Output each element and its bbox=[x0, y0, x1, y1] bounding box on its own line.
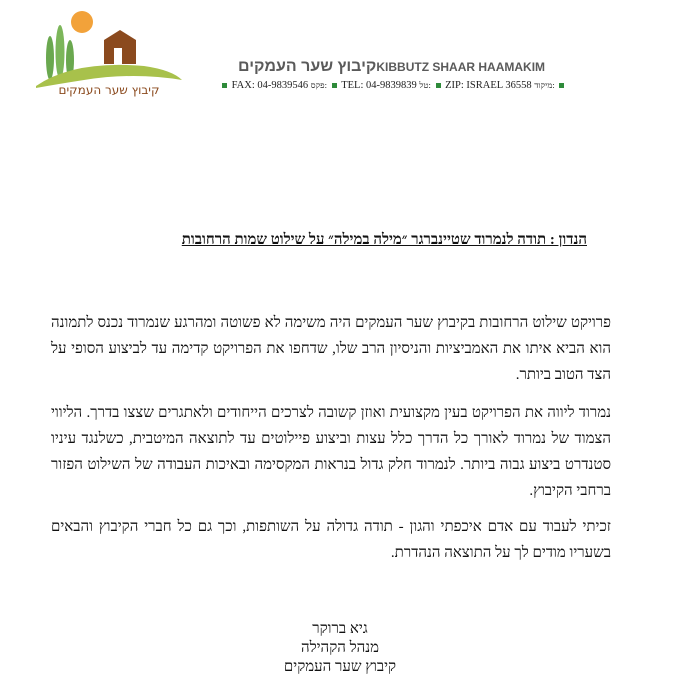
fax-value: FAX: 04-9839546 bbox=[231, 80, 309, 91]
letter-paragraph-2: נמרוד ליווה את הפרויקט בעין מקצועית ואוזן קשובה לצרכים הייחודים ולאתגרים שצצו בדרך. הליווי הצמוד של נמרוד לאורך כל הדרך כלל עצות וביצוע פיילוטים עד לתוצאה המיטבית, כשלנגד עיניו סטנדרט ביצוע גבוה ביותר. לנמרוד חלק גדול בנראות המקסימה ובאיכות העבודה של השילוט הפזור ברחבי הקיבוץ. bbox=[51, 405, 611, 499]
org-name-hebrew: קיבוץ שער העמקים bbox=[238, 58, 377, 75]
logo-text: קיבוץ שער העמקים bbox=[58, 83, 160, 97]
signature-name: גיא ברוקר bbox=[312, 621, 368, 637]
tel-label: טל: bbox=[419, 80, 431, 90]
kibbutz-logo bbox=[34, 8, 184, 100]
zip-label: מיקוד: bbox=[534, 80, 555, 90]
letter-subject: הנדון : תודה לנמרוד שטיינברגר ״מילה במילה״ על שילוט שמות הרחובות bbox=[181, 232, 587, 248]
contact-line bbox=[220, 80, 620, 94]
tree-icon bbox=[56, 25, 65, 79]
zip-value: ZIP: ISRAEL 36558 bbox=[445, 80, 532, 91]
org-name bbox=[238, 58, 578, 78]
bullet-icon bbox=[436, 83, 441, 88]
signature-title: מנהל הקהילה bbox=[300, 640, 380, 656]
bullet-icon bbox=[559, 83, 564, 88]
signature-block bbox=[250, 620, 430, 677]
org-name-english: KIBBUTZ SHAAR HAAMAKIM bbox=[376, 60, 546, 74]
fax-label: פקס: bbox=[310, 80, 327, 90]
bullet-icon bbox=[222, 83, 227, 88]
tree-icon bbox=[46, 36, 54, 80]
tel-value: TEL: 04-9839839 bbox=[341, 80, 417, 91]
sun-icon bbox=[71, 11, 93, 33]
signature-org: קיבוץ שער העמקים bbox=[283, 659, 397, 675]
bullet-icon bbox=[332, 83, 337, 88]
letter-paragraph-3: זכיתי לעבוד עם אדם איכפתי והגון - תודה גדולה על השותפות, וכך גם כל חברי הקיבוץ והבאים בשעריו מודים לך על התוצאה הנהדרת. bbox=[51, 519, 611, 561]
letter-paragraph-1: פרויקט שילוט הרחובות בקיבוץ שער העמקים היה משימה לא פשוטה ומהרגע שנמרוד נכנס לתמונה הוא הביא איתו את האמביציות והניסיון הרב שלו, שדחפו את הפרויקט קדימה עד לביצוע הסופי על הצד הטוב ביותר. bbox=[51, 315, 611, 383]
